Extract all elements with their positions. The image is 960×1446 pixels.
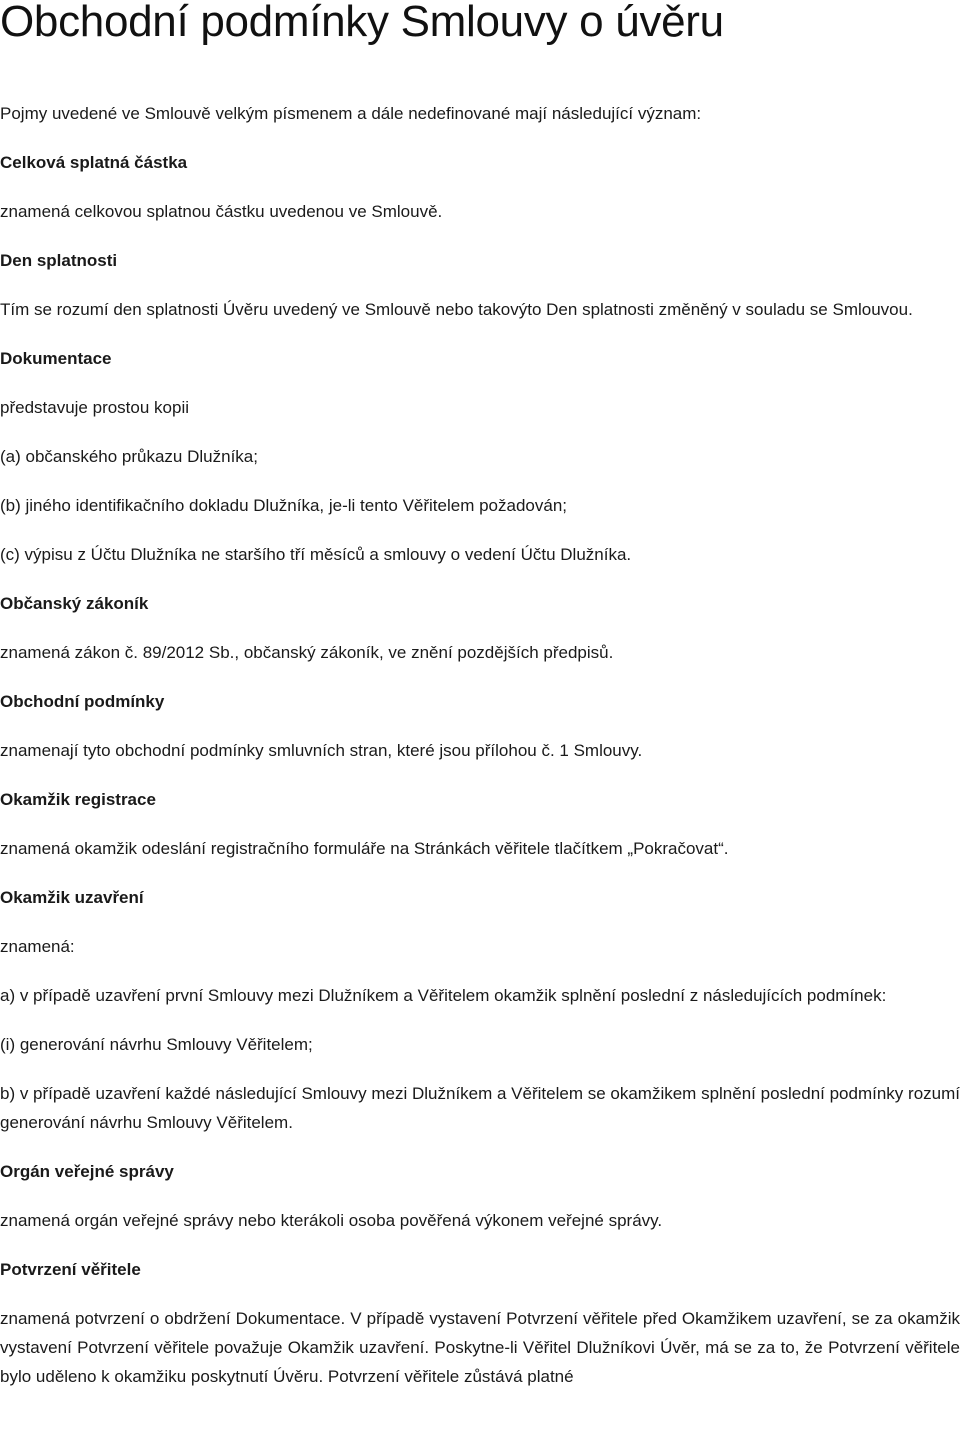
term-definition-organ-verejne-spravy: znamená orgán veřejné správy nebo kterákoli osoba pověřená výkonem veřejné správy. — [0, 1211, 663, 1230]
document-body — [0, 99, 960, 1391]
term-heading-organ-verejne-spravy: Orgán veřejné správy — [0, 1162, 174, 1181]
term-definition-den-splatnosti: Tím se rozumí den splatnosti Úvěru uvedený ve Smlouvě nebo takovýto Den splatnosti změněný v souladu se Smlouvou. — [0, 300, 913, 319]
clause-a: a) v případě uzavření první Smlouvy mezi Dlužníkem a Věřitelem okamžik splnění poslední z následujících podmínek: — [0, 986, 887, 1005]
term-definition-obcansky-zakonik: znamená zákon č. 89/2012 Sb., občanský zákoník, ve znění pozdějších předpisů. — [0, 643, 614, 662]
term-heading-obcansky-zakonik: Občanský zákoník — [0, 594, 149, 613]
list-item-b: (b) jiného identifikačního dokladu Dlužníka, je-li tento Věřitelem požadován; — [0, 496, 567, 515]
clause-b: b) v případě uzavření každé následující Smlouvy mezi Dlužníkem a Věřitelem se okamžikem splnění poslední podmínky rozumí generování návrhu Smlouvy Věřitelem. — [0, 1084, 960, 1132]
term-heading-dokumentace: Dokumentace — [0, 349, 112, 368]
list-item-a: (a) občanského průkazu Dlužníka; — [0, 447, 258, 466]
term-heading-okamzik-registrace: Okamžik registrace — [0, 790, 156, 809]
term-heading-obchodni-podminky: Obchodní podmínky — [0, 692, 165, 711]
term-heading-okamzik-uzavreni: Okamžik uzavření — [0, 888, 144, 907]
term-heading-den-splatnosti: Den splatnosti — [0, 251, 118, 270]
term-definition-potvrzeni-veritele: znamená potvrzení o obdržení Dokumentace. V případě vystavení Potvrzení věřitele před Okamžikem uzavření, se za okamžik vystavení Potvrzení věřitele považuje Okamžik uzavření. Poskytne-li Věřitel Dlužníkovi Úvěr, má se za to, že Potvrzení věřitele bylo uděleno k okamžiku poskytnutí Úvěru. Potvrzení věřitele zůstává platné — [0, 1309, 960, 1386]
list-item-c: (c) výpisu z Účtu Dlužníka ne staršího tří měsíců a smlouvy o vedení Účtu Dlužníka. — [0, 545, 632, 564]
term-definition-okamzik-registrace: znamená okamžik odeslání registračního formuláře na Stránkách věřitele tlačítkem „Pokračovat“. — [0, 839, 729, 858]
document-title: Obchodní podmínky Smlouvy o úvěru — [0, 0, 724, 46]
intro-paragraph: Pojmy uvedené ve Smlouvě velkým písmenem a dále nedefinované mají následující význam: — [0, 104, 702, 123]
term-heading-celkova-splatna-castka: Celková splatná částka — [0, 153, 188, 172]
term-definition-celkova-splatna-castka: znamená celkovou splatnou částku uvedenou ve Smlouvě. — [0, 202, 443, 221]
term-definition-dokumentace: představuje prostou kopii — [0, 398, 190, 417]
term-definition-obchodni-podminky: znamenají tyto obchodní podmínky smluvních stran, které jsou přílohou č. 1 Smlouvy. — [0, 741, 643, 760]
term-heading-potvrzeni-veritele: Potvrzení věřitele — [0, 1260, 141, 1279]
clause-a-item-i: (i) generování návrhu Smlouvy Věřitelem; — [0, 1035, 313, 1054]
term-definition-okamzik-uzavreni: znamená: — [0, 937, 75, 956]
